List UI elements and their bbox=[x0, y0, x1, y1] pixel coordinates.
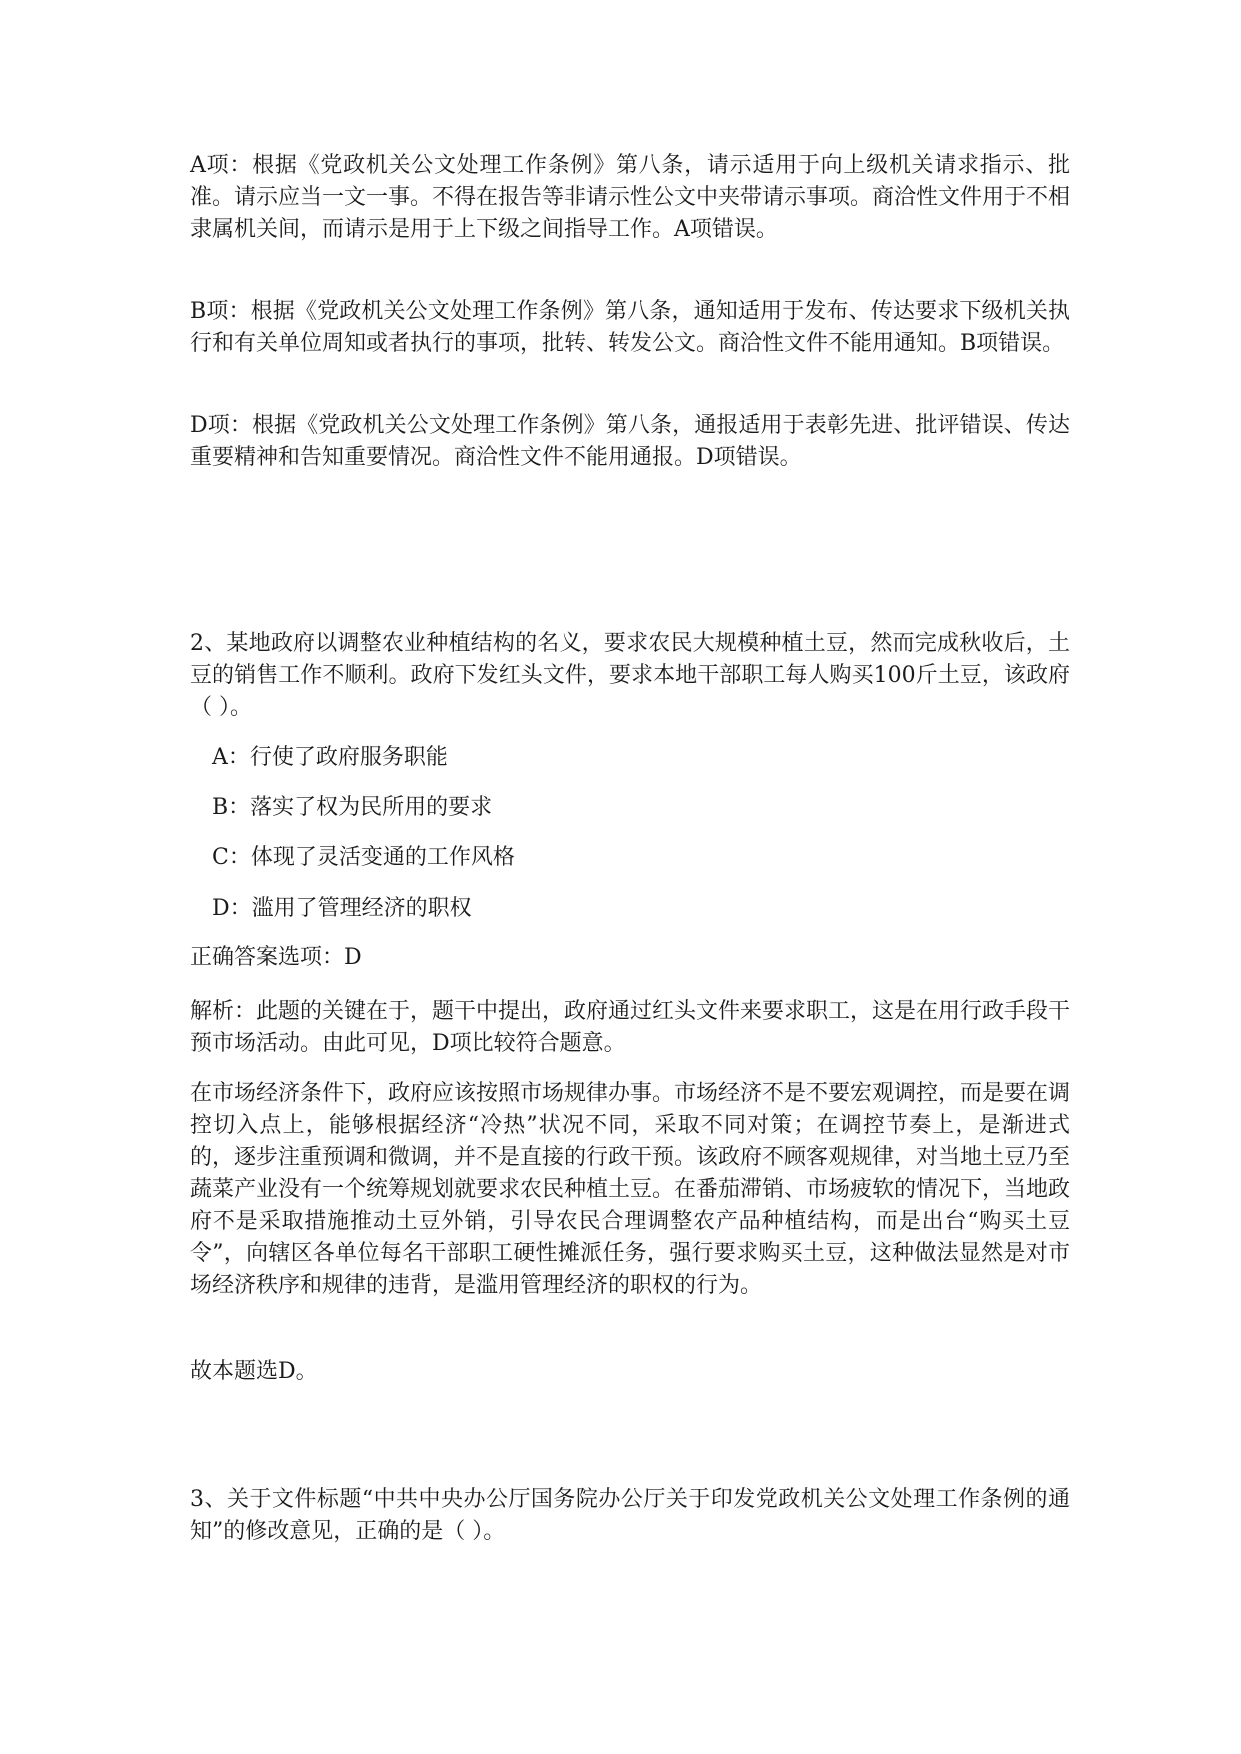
question-2-answer bbox=[190, 942, 1070, 974]
question-2-conclusion-text: 故本题选D。 bbox=[190, 1359, 318, 1384]
explanation-option-d bbox=[190, 410, 1070, 474]
question-2-conclusion bbox=[190, 1356, 1070, 1388]
question-2-analysis-2-text: 在市场经济条件下，政府应该按照市场规律办事。市场经济不是不要宏观调控，而是要在调控切入点上，能够根据经济“冷热”状况不同，采取不同对策；在调控节奏上，是渐进式的，逐步注重预调和微调，并不是直接的行政干预。该政府不顾客观规律，对当地土豆乃至蔬菜产业没有一个统筹规划就要求农民种植土豆。在番茄滞销、市场疲软的情况下，当地政府不是采取措施推动土豆外销，引导农民合理调整农产品种植结构，而是出台“购买土豆令”，向辖区各单位每名干部职工硬性摊派任务，强行要求购买土豆，这种做法显然是对市场经济秩序和规律的违背，是滥用管理经济的职权的行为。 bbox=[190, 1081, 1071, 1298]
question-2-answer-text: 正确答案选项：D bbox=[190, 945, 362, 970]
question-2-analysis-2 bbox=[190, 1078, 1070, 1302]
explanation-b-text: B项：根据《党政机关公文处理工作条例》第八条，通知适用于发布、传达要求下级机关执行和有关单位周知或者执行的事项，批转、转发公文。商洽性文件不能用通知。B项错误。 bbox=[190, 299, 1070, 356]
question-2-stem-text: 2、某地政府以调整农业种植结构的名义，要求农民大规模种植土豆，然而完成秋收后，土豆的销售工作不顺利。政府下发红头文件，要求本地干部职工每人购买100斤土豆，该政府（ ）。 bbox=[190, 631, 1070, 720]
explanation-a-text: A项：根据《党政机关公文处理工作条例》第八条，请示适用于向上级机关请求指示、批准。请示应当一文一事。不得在报告等非请示性公文中夹带请示事项。商洽性文件用于不相隶属机关间，而请示是用于上下级之间指导工作。A项错误。 bbox=[190, 153, 1071, 242]
question-2-option-a: A：行使了政府服务职能 bbox=[212, 745, 448, 770]
explanation-option-a bbox=[190, 150, 1070, 246]
question-2-stem bbox=[190, 628, 1070, 724]
question-2-analysis-1 bbox=[190, 996, 1070, 1060]
explanation-d-text: D项：根据《党政机关公文处理工作条例》第八条，通报适用于表彰先进、批评错误、传达重要精神和告知重要情况。商洽性文件不能用通报。D项错误。 bbox=[190, 413, 1070, 470]
question-2-option-d: D：滥用了管理经济的职权 bbox=[212, 896, 472, 921]
question-2-option-c: C：体现了灵活变通的工作风格 bbox=[212, 845, 515, 870]
question-3-stem bbox=[190, 1484, 1070, 1548]
question-3-stem-text: 3、关于文件标题“中共中央办公厅国务院办公厅关于印发党政机关公文处理工作条例的通知”的修改意见，正确的是（ ）。 bbox=[190, 1487, 1070, 1544]
question-2-analysis-1-text: 解析：此题的关键在于，题干中提出，政府通过红头文件来要求职工，这是在用行政手段干预市场活动。由此可见，D项比较符合题意。 bbox=[190, 999, 1071, 1056]
explanation-option-b bbox=[190, 296, 1070, 360]
question-2-option-b: B：落实了权为民所用的要求 bbox=[212, 795, 493, 820]
